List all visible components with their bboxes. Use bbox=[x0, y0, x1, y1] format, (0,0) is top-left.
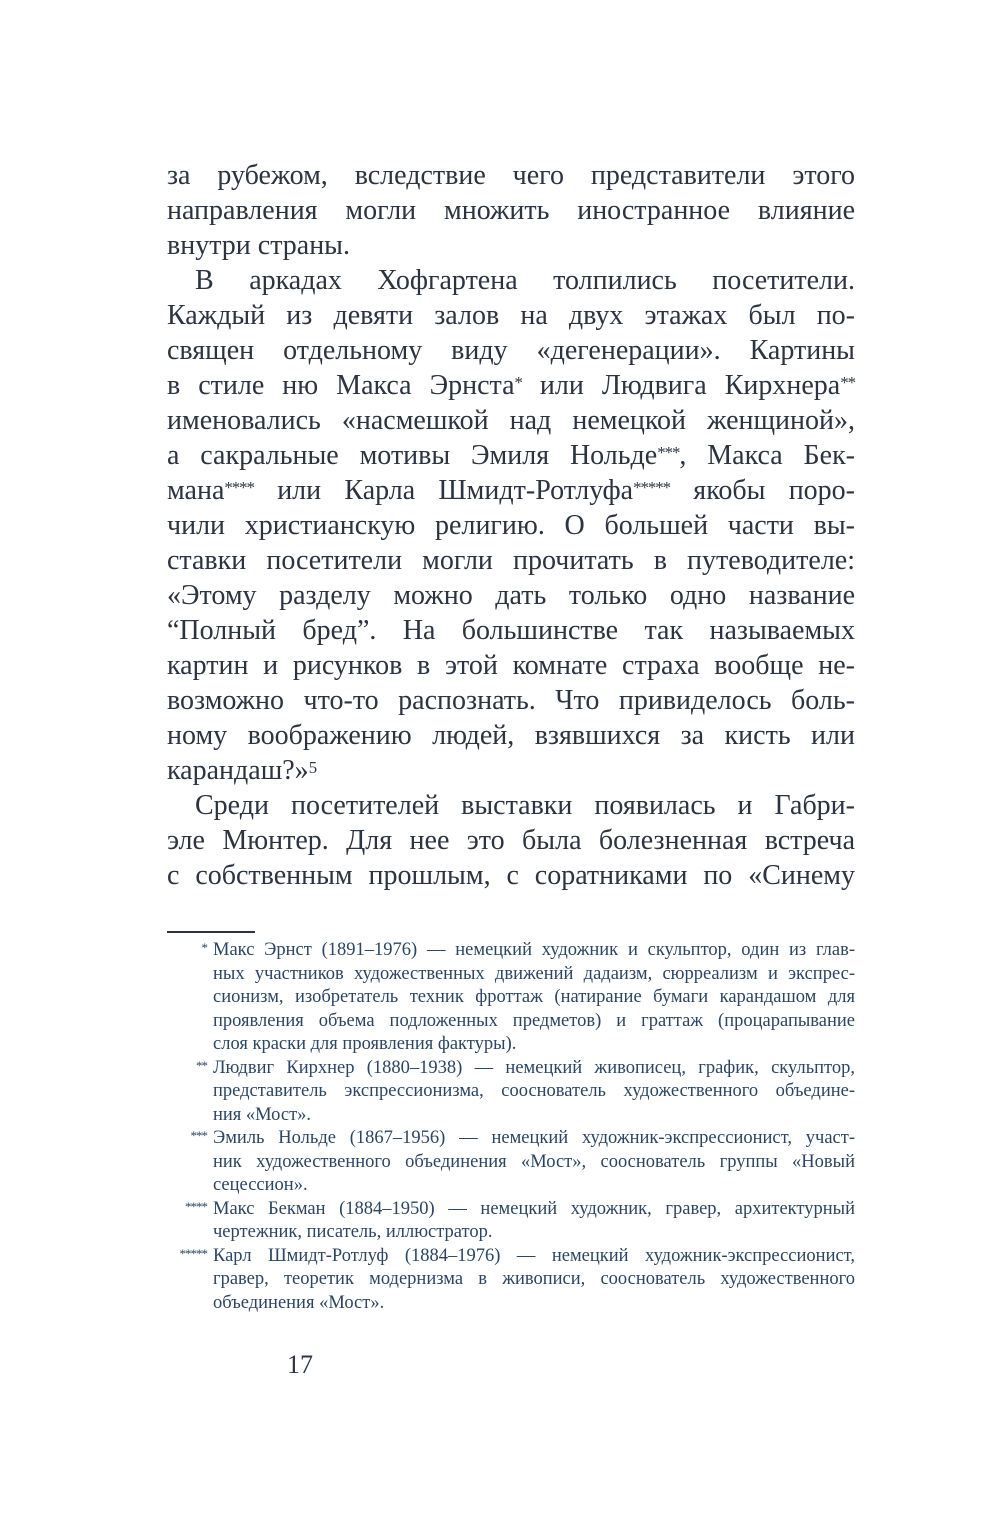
footnote-marker: ** bbox=[196, 1057, 207, 1073]
footnote bbox=[167, 939, 855, 1057]
text-line bbox=[167, 473, 855, 508]
text-segment: В аркадах Хофгартена толпились посетители. bbox=[195, 265, 855, 296]
footnote-line: Макс Бекман (1884–1950) — немецкий художник, гравер, архитектурный bbox=[213, 1198, 855, 1219]
footnote-line: Эмиль Нольде (1867–1956) — немецкий художник-экспрессионист, участ- bbox=[213, 1128, 855, 1148]
text-segment: в стиле ню Макса Эрнста bbox=[167, 370, 515, 401]
text-segment: Среди посетителей выставки появилась и Габри- bbox=[195, 790, 855, 821]
paragraph bbox=[167, 263, 855, 788]
footnote-reference-marker: *** bbox=[657, 443, 680, 462]
page-number: 17 bbox=[287, 1350, 313, 1379]
footnote-line: Карл Шмидт-Ротлуф (1884–1976) — немецкий художник-экспрессионист, bbox=[213, 1245, 855, 1266]
text-segment: а сакральные мотивы Эмиля Нольде bbox=[167, 440, 658, 471]
text-segment: за рубежом, вследствие чего представители этого bbox=[167, 160, 855, 191]
text-segment: карандаш?» bbox=[167, 755, 309, 786]
text-line bbox=[167, 578, 855, 613]
text-line bbox=[167, 613, 855, 648]
footnote-line: слоя краски для проявления фактуры). bbox=[213, 1034, 517, 1054]
text-segment: “Полный бред”. На большинстве так называемых bbox=[167, 615, 855, 646]
footnote-marker: ***** bbox=[179, 1245, 207, 1261]
text-segment: Каждый из девяти залов на двух этажах был по- bbox=[167, 300, 855, 331]
text-line bbox=[167, 543, 855, 578]
footnote-line: ник художественного объединения «Мост», сооснователь группы «Новый bbox=[213, 1151, 855, 1172]
text-segment: ставки посетители могли прочитать в путеводителе: bbox=[167, 545, 855, 576]
text-segment: именовались «насмешкой над немецкой женщиной», bbox=[167, 405, 855, 436]
text-segment: или Людвига Кирхнера bbox=[521, 370, 841, 401]
paragraph bbox=[167, 158, 855, 263]
footnote bbox=[167, 1245, 855, 1316]
footnote-reference-marker: **** bbox=[224, 478, 254, 497]
text-segment: чили христианскую религию. О большей части вы- bbox=[167, 510, 855, 541]
footnote-reference-marker: ** bbox=[840, 373, 855, 392]
footnote-line: проявления объема подложенных предметов) и граттаж (процарапывание bbox=[213, 1010, 855, 1031]
text-segment: ному воображению людей, взявшихся за кисть или bbox=[167, 720, 855, 751]
text-segment: якобы поро- bbox=[670, 475, 855, 506]
text-segment: священ отдельному виду «дегенерации». Картины bbox=[167, 335, 855, 366]
footnote-line: гравер, теоретик модернизма в живописи, сооснователь художественного bbox=[213, 1269, 855, 1289]
text-line bbox=[167, 683, 855, 718]
text-segment: с собственным прошлым, с соратниками по «Синему bbox=[167, 860, 855, 891]
footnote-list bbox=[167, 939, 855, 1315]
text-line bbox=[167, 368, 855, 403]
text-line bbox=[167, 718, 855, 753]
footnote-reference-marker: * bbox=[514, 373, 522, 392]
footnote-line: Макс Эрнст (1891–1976) — немецкий художник и скульптор, один из глав- bbox=[213, 940, 855, 960]
text-line bbox=[167, 648, 855, 683]
footnote bbox=[167, 1127, 855, 1198]
text-segment: картин и рисунков в этой комнате страха вообще не- bbox=[167, 650, 855, 681]
text-line bbox=[167, 333, 855, 368]
text-segment: или Карла Шмидт-Ротлуфа bbox=[253, 475, 634, 506]
text-line bbox=[167, 403, 855, 438]
paragraph bbox=[167, 788, 855, 893]
text-line bbox=[167, 228, 855, 263]
text-segment: мана bbox=[167, 475, 225, 506]
text-segment: возможно что-то распознать. Что привиделось боль- bbox=[167, 685, 855, 716]
footnote-line: ных участников художественных движений дадаизм, сюрреализм и экспрес- bbox=[213, 963, 855, 984]
footnote-line: сецессион». bbox=[213, 1175, 308, 1195]
text-segment: направления могли множить иностранное влияние bbox=[167, 195, 855, 226]
text-line bbox=[167, 193, 855, 228]
footnote-line: сионизм, изобретатель техник фроттаж (натирание бумаги карандашом для bbox=[213, 987, 855, 1007]
footnote-line: объединения «Мост». bbox=[213, 1292, 385, 1313]
text-line bbox=[167, 508, 855, 543]
footnote-marker: **** bbox=[185, 1198, 207, 1214]
footnote-separator bbox=[167, 931, 255, 933]
footnote-line: чертежник, писатель, иллюстратор. bbox=[213, 1222, 493, 1242]
text-line bbox=[167, 438, 855, 473]
text-line bbox=[167, 298, 855, 333]
footnote bbox=[167, 1057, 855, 1128]
text-segment: внутри страны. bbox=[167, 230, 350, 261]
text-line bbox=[167, 788, 855, 823]
footnotes-section bbox=[167, 931, 855, 1315]
footnote-reference-marker: 5 bbox=[308, 758, 317, 777]
text-segment: , Макса Бек- bbox=[679, 440, 855, 471]
text-segment: эле Мюнтер. Для нее это была болезненная встреча bbox=[167, 825, 855, 856]
body-text bbox=[167, 158, 855, 893]
text-segment: «Этому разделу можно дать только одно название bbox=[167, 580, 855, 611]
footnote-marker: * bbox=[201, 940, 207, 955]
text-line bbox=[167, 158, 855, 193]
footnote-reference-marker: ***** bbox=[633, 478, 671, 497]
footnote-marker: *** bbox=[190, 1128, 207, 1143]
text-line bbox=[167, 263, 855, 298]
footnote bbox=[167, 1198, 855, 1245]
footnote-line: Людвиг Кирхнер (1880–1938) — немецкий живописец, график, скульптор, bbox=[213, 1057, 855, 1078]
text-line bbox=[167, 823, 855, 858]
text-line bbox=[167, 858, 855, 893]
footnote-line: ния «Мост». bbox=[213, 1104, 312, 1125]
text-line bbox=[167, 753, 855, 788]
footnote-line: представитель экспрессионизма, сооснователь художественного объедине- bbox=[213, 1081, 855, 1101]
